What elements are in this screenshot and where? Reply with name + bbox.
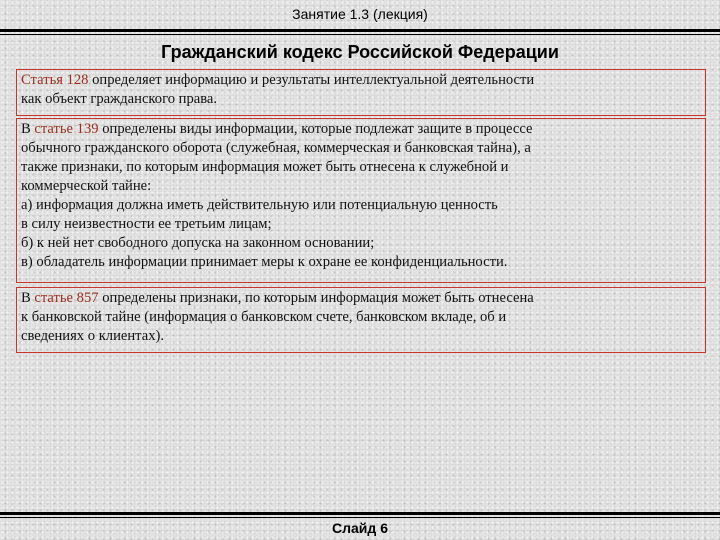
- text-line: [21, 120, 701, 139]
- text-line: сведениях о клиентах).: [21, 328, 165, 344]
- article-139-box: [16, 118, 706, 283]
- text-line: обычного гражданского оборота (служебная, коммерческая и банковская тайна), а: [21, 140, 531, 156]
- footer-divider-thick: [0, 512, 720, 515]
- lecture-title: Занятие 1.3 (лекция): [292, 6, 428, 22]
- slide-heading: Гражданский кодекс Российской Федерации: [161, 42, 559, 62]
- header-divider-thin: [0, 34, 720, 35]
- text-fragment: определяет информацию и результаты интеллектуальной деятельности: [88, 72, 535, 88]
- text-fragment: определены признаки, по которым информация может быть отнесена: [98, 290, 534, 306]
- text-line: также признаки, по которым информация может быть отнесена к служебной и: [21, 159, 509, 175]
- article-857-box: [16, 287, 706, 353]
- article-reference: Статья 128: [21, 72, 89, 88]
- text-line: в силу неизвестности ее третьим лицам;: [21, 216, 272, 232]
- slide-number: Слайд 6: [332, 520, 388, 536]
- text-line: [21, 289, 701, 308]
- article-reference: статье 857: [34, 290, 99, 306]
- text-fragment: В: [21, 290, 35, 306]
- footer-divider-thin: [0, 517, 720, 518]
- text-line: коммерческой тайне:: [21, 178, 152, 194]
- text-fragment: В: [21, 121, 35, 137]
- criterion-c: в) обладатель информации принимает меры к охране ее конфиденциальности.: [21, 254, 508, 270]
- text-line: [21, 71, 701, 90]
- criterion-b: б) к ней нет свободного допуска на законном основании;: [21, 235, 375, 251]
- text-line: к банковской тайне (информация о банковском счете, банковском вкладе, об и: [21, 309, 507, 325]
- criterion-a: а) информация должна иметь действительную или потенциальную ценность: [21, 197, 498, 213]
- text-fragment: определены виды информации, которые подлежат защите в процессе: [98, 121, 533, 137]
- article-128-box: [16, 69, 706, 116]
- text-line: как объект гражданского права.: [21, 91, 218, 107]
- article-reference: статье 139: [34, 121, 99, 137]
- header-divider-thick: [0, 29, 720, 32]
